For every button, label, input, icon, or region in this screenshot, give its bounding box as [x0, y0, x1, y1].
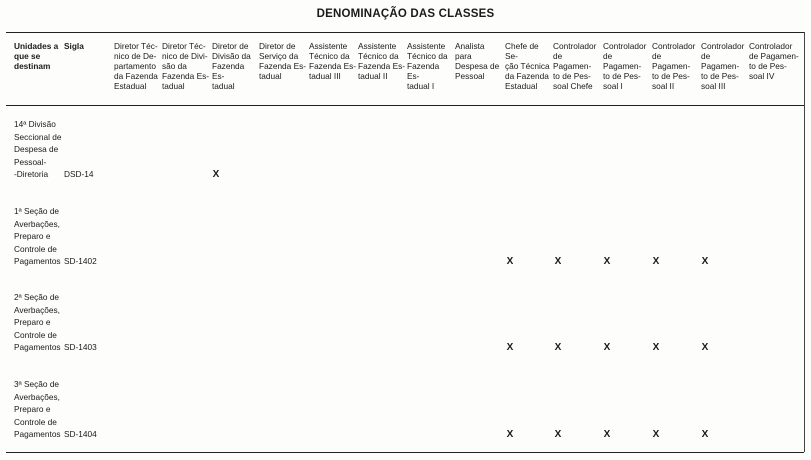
- column-header: Controlador de Pagamen- to de Pes- soal III: [701, 41, 745, 91]
- column-header: Diretor Téc- nico de De- partamento da Fazenda Estadual: [114, 41, 158, 91]
- class-mark: X: [554, 429, 562, 440]
- sigla: SD-1402: [64, 256, 97, 266]
- column-header: Controlador de Pagamen- to de Pes- soal IV: [749, 41, 799, 81]
- sigla: SD-1404: [64, 429, 97, 439]
- unit-name: 1ª Seção de Averbações, Preparo e Controle de Pagamentos: [14, 206, 61, 266]
- class-mark: X: [506, 256, 514, 267]
- column-header: Analista para Despesa de Pessoal: [455, 41, 500, 81]
- class-mark: X: [506, 429, 514, 440]
- column-header: Diretor Téc- nico de Divi- são da Fazenda Es- tadual: [162, 41, 210, 91]
- unit-name: 2ª Seção de Averbações, Preparo e Controle de Pagamentos: [14, 292, 61, 352]
- class-mark: X: [554, 256, 562, 267]
- class-mark: X: [652, 342, 660, 353]
- column-header: Diretor de Divisão da Fazenda Es- tadual: [212, 41, 251, 91]
- class-mark: X: [212, 169, 220, 180]
- sigla: DSD-14: [64, 169, 94, 179]
- header-top-rule: [6, 32, 804, 33]
- class-mark: X: [603, 342, 611, 353]
- column-header: Diretor de Serviço da Fazenda Es- tadual: [259, 41, 307, 81]
- unit-name: 3ª Seção de Averbações, Preparo e Controle de Pagamentos: [14, 379, 61, 439]
- column-header: Assistente Técnico da Fazenda Es- tadual I: [407, 41, 448, 91]
- page-title: DENOMINAÇÃO DAS CLASSES: [316, 8, 495, 20]
- sigla: SD-1403: [64, 342, 97, 352]
- class-mark: X: [701, 342, 709, 353]
- class-mark: X: [603, 256, 611, 267]
- class-mark: X: [554, 342, 562, 353]
- class-mark: X: [652, 256, 660, 267]
- unit-name: 14ª Divisão Seccional de Despesa de Pessoal- -Diretoria: [14, 119, 62, 179]
- column-header: Chefe de Se- ção Técnica da Fazenda Estadual: [505, 41, 550, 91]
- right-border: [804, 32, 805, 452]
- header-bottom-rule: [6, 105, 804, 106]
- column-header: Controlador de Pagamen- to de Pes- soal II: [652, 41, 696, 91]
- class-mark: X: [603, 429, 611, 440]
- class-mark: X: [701, 429, 709, 440]
- column-header: Unidades a que se destinam: [14, 41, 59, 71]
- class-mark: X: [506, 342, 514, 353]
- column-header: Controlador de Pagamen- to de Pes- soal Chefe: [553, 41, 597, 91]
- column-header: Controlador de Pagamen- to de Pes- soal I: [603, 41, 647, 91]
- column-header: Assistente Técnico da Fazenda Es- tadual III: [309, 41, 357, 81]
- class-mark: X: [701, 256, 709, 267]
- column-header: Sigla: [64, 41, 84, 51]
- column-header: Assistente Técnico da Fazenda Es- tadual II: [358, 41, 406, 81]
- class-mark: X: [652, 429, 660, 440]
- table-bottom-rule: [6, 452, 804, 453]
